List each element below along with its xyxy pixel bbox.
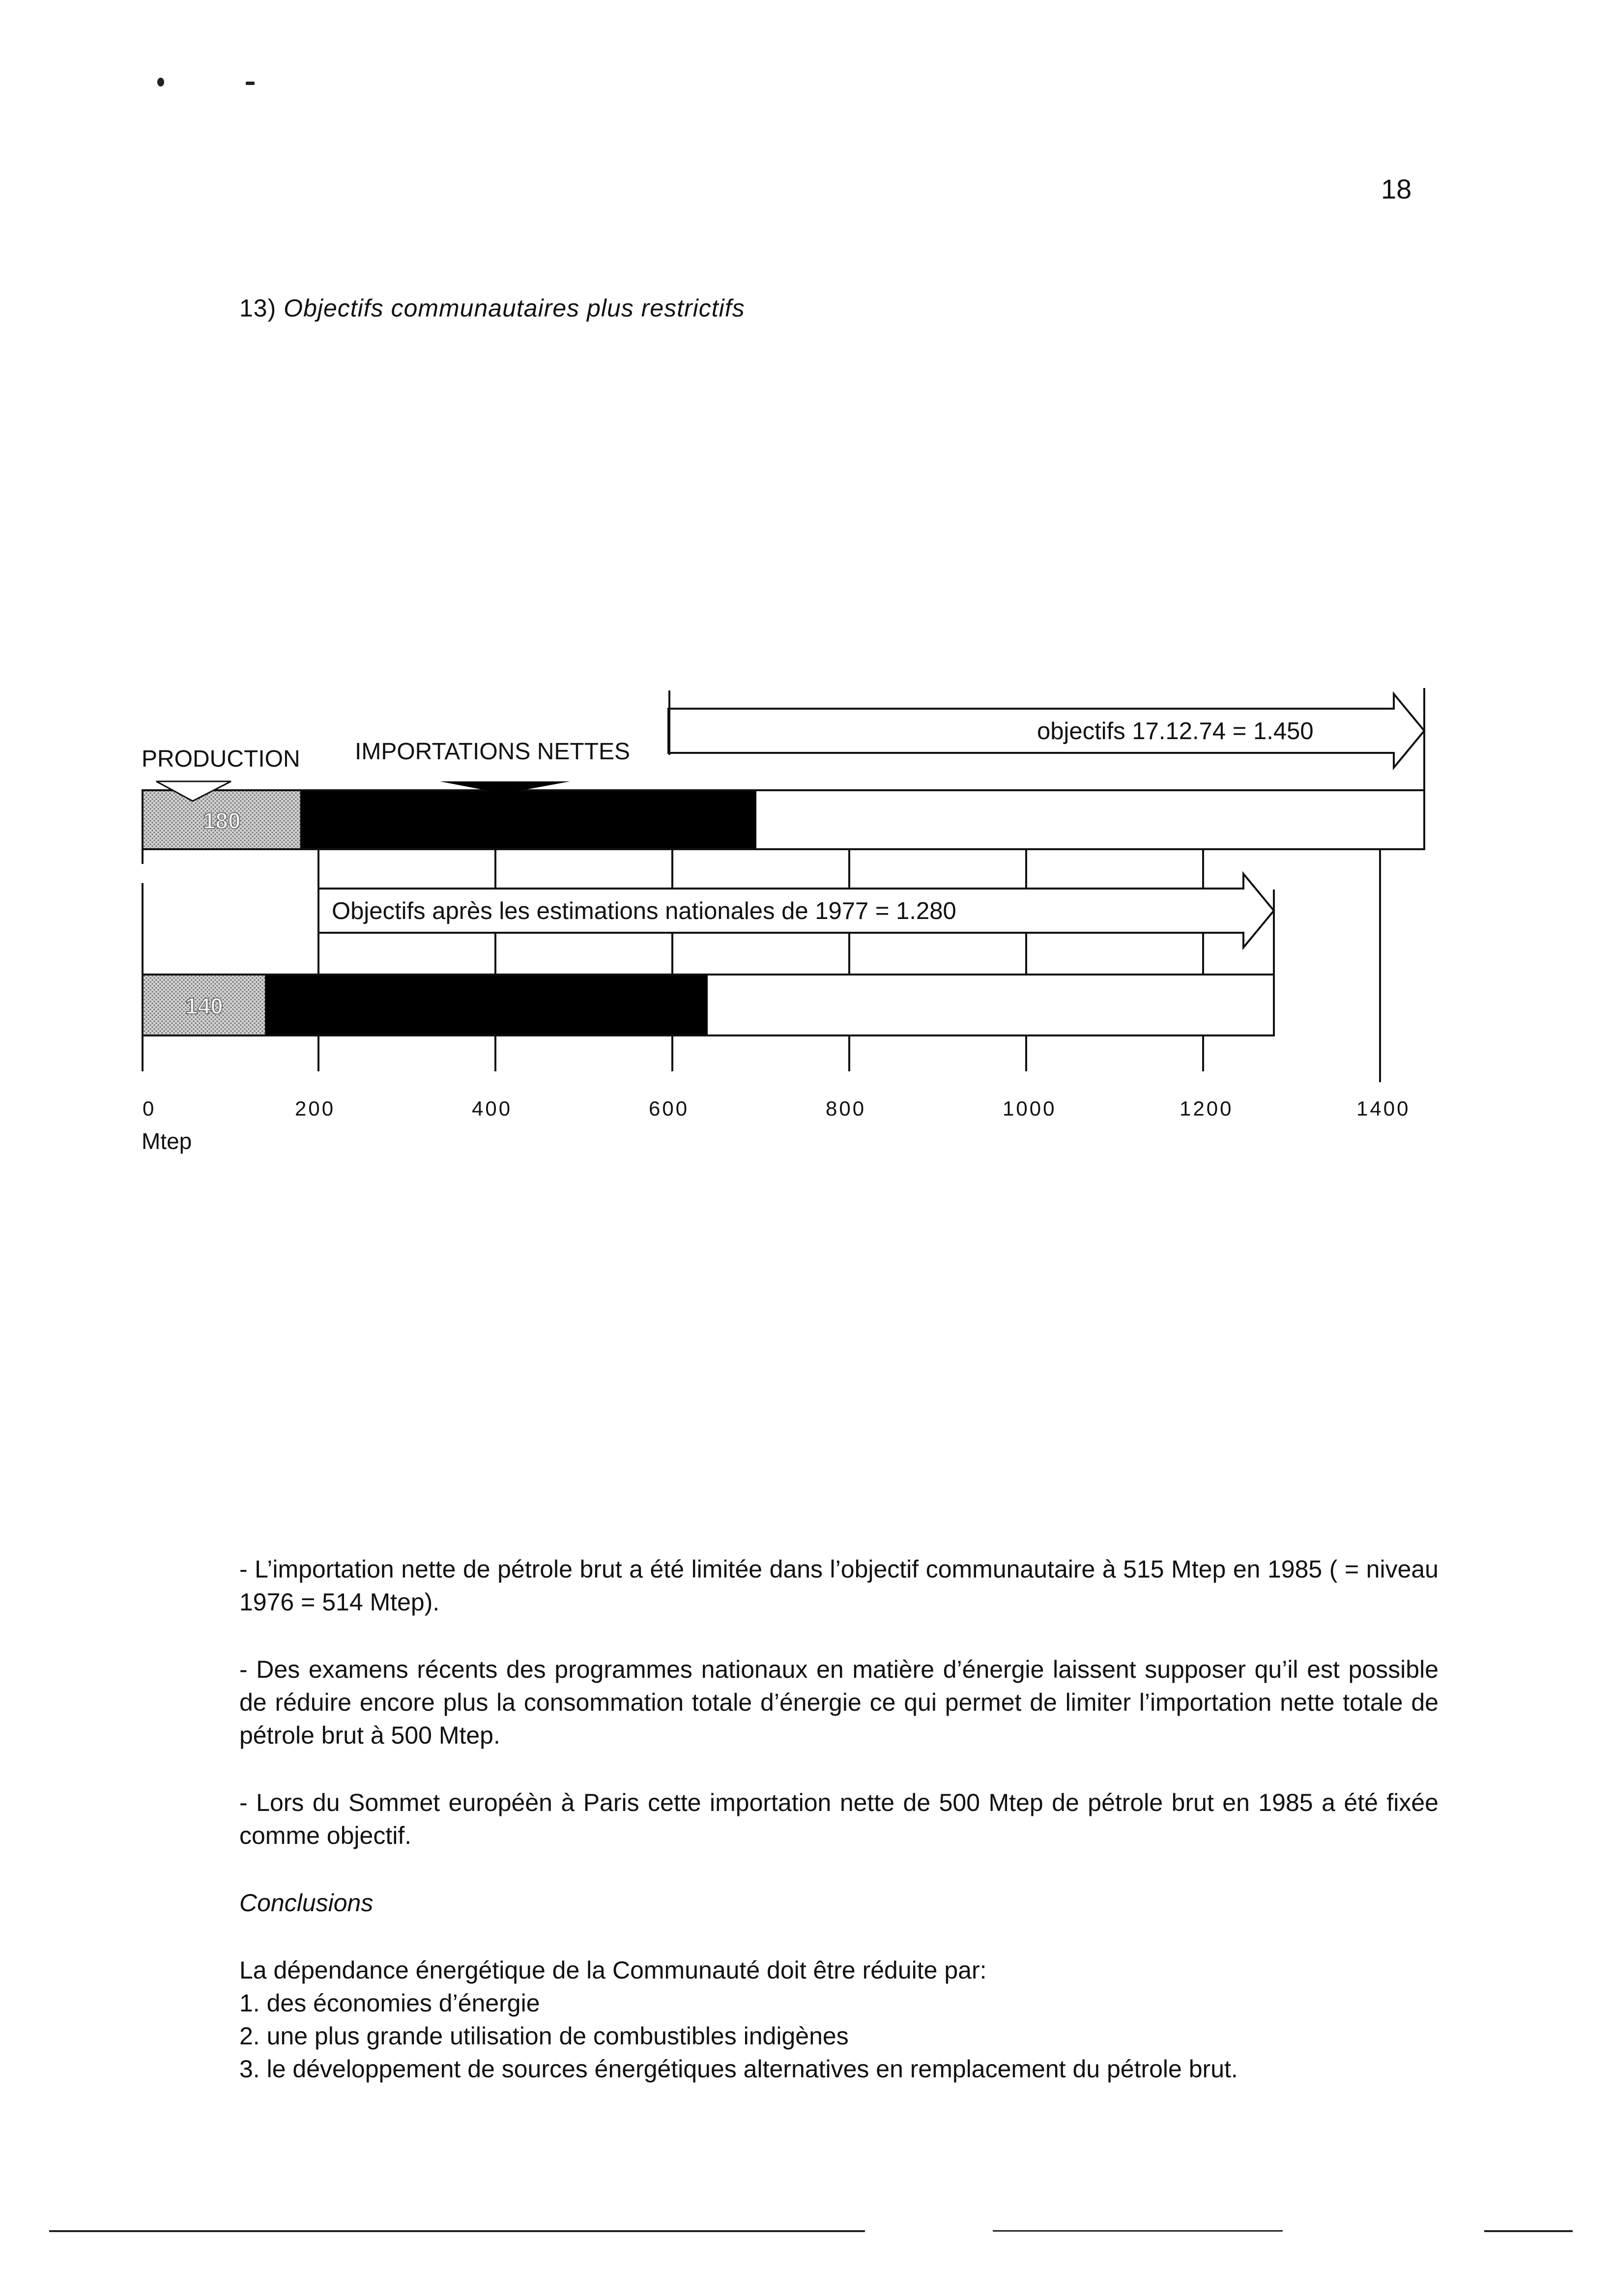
conclusions-heading: Conclusions bbox=[239, 1889, 374, 1917]
footer-rule-right bbox=[1484, 2230, 1573, 2232]
x-axis-unit: Mtep bbox=[142, 1128, 192, 1154]
footer-rule-left bbox=[49, 2230, 865, 2232]
production-value-label: 140 bbox=[185, 993, 223, 1019]
conclusion-item: 3. le développement de sources énergétiques alternatives en remplacement du pétrole brut. bbox=[239, 2055, 1238, 2083]
x-tick-label: 200 bbox=[295, 1097, 336, 1120]
scan-mark bbox=[246, 82, 255, 85]
page-number: 18 bbox=[1381, 173, 1412, 204]
x-tick-label: 1000 bbox=[1003, 1097, 1057, 1120]
x-tick-label: 1400 bbox=[1356, 1097, 1410, 1120]
conclusions-list bbox=[239, 1954, 1439, 2086]
paragraph-paris-summit: - Lors du Sommet européèn à Paris cette importation nette de 500 Mtep de pétrole brut en 1985 a été fixée comme objectif. bbox=[239, 1789, 1439, 1849]
section-title: Objectifs communautaires plus restrictifs bbox=[284, 294, 745, 322]
objective-arrow-label: Objectifs après les estimations nationales de 1977 = 1.280 bbox=[332, 898, 956, 924]
imports-bar bbox=[301, 790, 756, 849]
x-tick-label: 1200 bbox=[1180, 1097, 1234, 1120]
paragraph-national-programs: - Des examens récents des programmes nationaux en matière d’énergie laissent supposer qu’il est possible de réduire encore plus la consommation totale d’énergie ce qui permet de limiter l’importation nette totale de pétrole brut à 500 Mtep. bbox=[239, 1656, 1439, 1749]
imports-bar bbox=[266, 975, 708, 1035]
conclusion-item: 2. une plus grande utilisation de combustibles indigènes bbox=[239, 2022, 849, 2050]
energy-objectives-chart bbox=[0, 639, 1612, 1179]
imports-label: IMPORTATIONS NETTES bbox=[355, 739, 631, 765]
production-label: PRODUCTION bbox=[142, 746, 300, 772]
objective-arrow-label: objectifs 17.12.74 = 1.450 bbox=[1037, 718, 1314, 745]
x-tick-label: 400 bbox=[472, 1097, 513, 1120]
conclusion-item: 1. des économies d’énergie bbox=[239, 1989, 540, 2017]
section-heading bbox=[239, 294, 745, 322]
x-tick-label: 800 bbox=[826, 1097, 866, 1120]
conclusions-intro: La dépendance énergétique de la Communauté doit être réduite par: bbox=[239, 1956, 987, 1984]
footer-rule-middle bbox=[993, 2230, 1283, 2232]
scan-mark bbox=[157, 78, 164, 86]
x-tick-label: 0 bbox=[143, 1097, 156, 1120]
production-value-label: 180 bbox=[202, 808, 241, 833]
body-text bbox=[239, 1553, 1439, 2086]
section-number: 13) bbox=[239, 294, 277, 322]
paragraph-import-limit: - L’importation nette de pétrole brut a été limitée dans l’objectif communautaire à 515 Mtep en 1985 ( = niveau 1976 = 514 Mtep). bbox=[239, 1555, 1439, 1616]
x-tick-label: 600 bbox=[649, 1097, 690, 1120]
